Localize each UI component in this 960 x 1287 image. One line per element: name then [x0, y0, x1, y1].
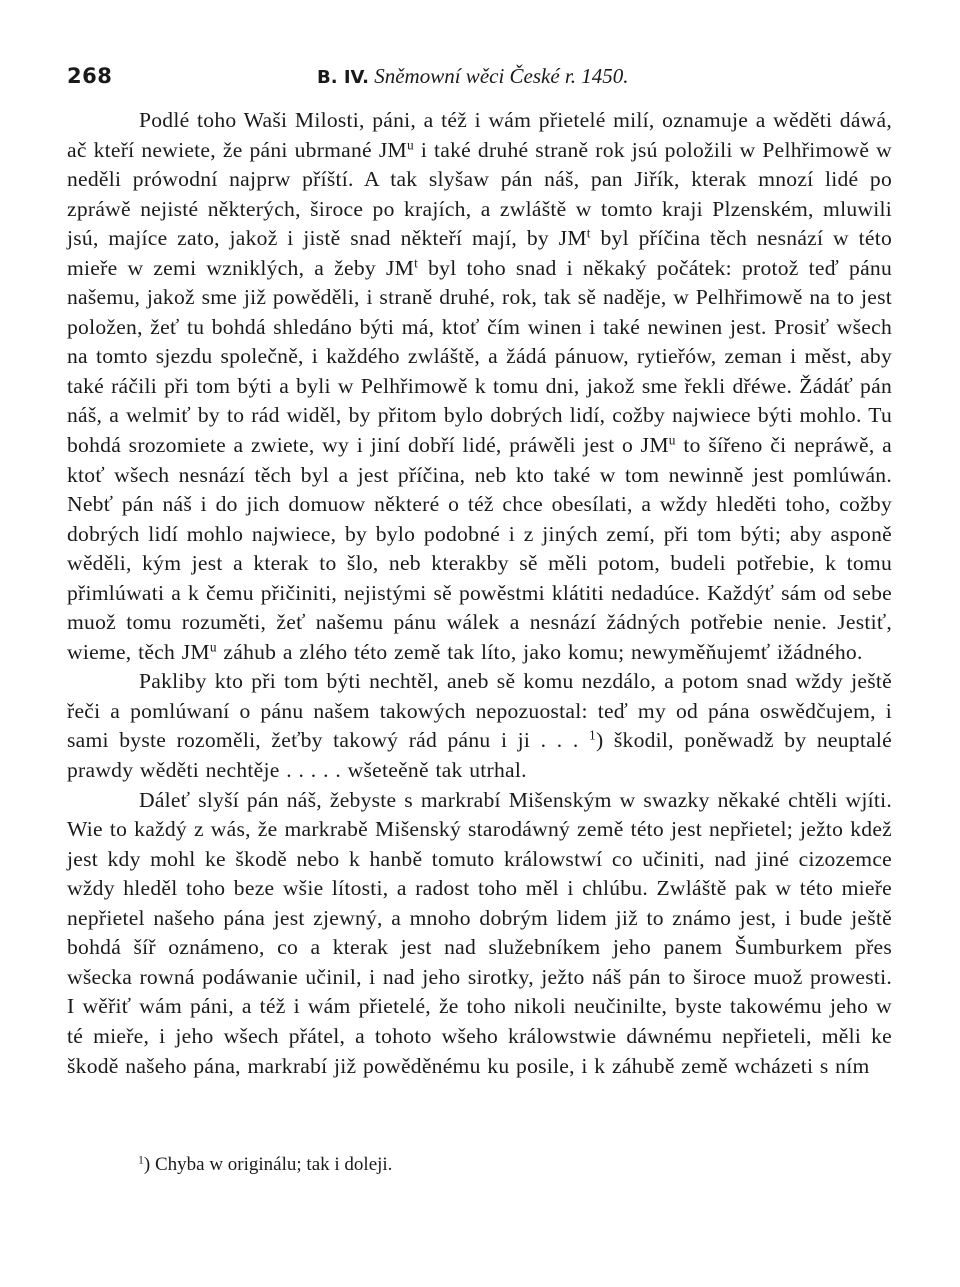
superscript: u	[406, 137, 414, 153]
text-run: Pakliby kto při tom býti nechtěl, aneb sě komu nezdálo, a potom snad wždy ještě řeči a pomlúwaní o pánu našem takowých nepozuostal: teď my od pána oswědčujem, i sami byste rozoměli, žeťby takowý rád pánu i ji . . .	[67, 669, 892, 753]
text-run: záhub a zlého této země tak líto, jako komu; newyměňujemť ižádného.	[216, 639, 863, 664]
document-page	[67, 60, 892, 1081]
text-run: to šířeno či nepráwě, a ktoť wšech nesnází těch byl a jest příčina, neb kto také w tom newinně jest pomlúwán. Nebť pán náš i do jich domuow některé o též chce obesílati, a wždy hleděti toho, cožby dobrých lidí mohlo najwiece, by bylo podobné i z jiných zemí, při tom býti; aby asponě wěděli, kým jest a kterak to šlo, neb kterakby sě měli potom, budeli potřebie, k tomu přimlúwati a k čemu přičiniti, nejistými sě powěstmi klátiti nedadúce. Každýť sám od sebe muož tomu rozuměti, žeť našemu pánu wálek a nesnází žádných potřebie nenie. Jestiť, wieme, těch JM	[67, 433, 892, 664]
page-number: 268	[67, 64, 113, 88]
body-text	[67, 106, 892, 1081]
running-head	[317, 64, 629, 89]
footnote-marker: 1	[138, 1153, 144, 1167]
text-run: byl příčina těch nesnází w této mieře w zemi wzniklých, a žeby JM	[67, 226, 892, 280]
text-run: ) škodil, poněwadž by neuptalé prawdy wěděti nechtěje . . . . . wšeteěně tak utrhal.	[67, 728, 893, 783]
text-run: i také druhé straně rok jsú položili w Pelhřimowě w neděli prówodní najprw příští. A tak slyšaw pán náš, pan Jiřík, kterak mnozí lidé po zpráwě nejisté některých, široce po krajích, a zwláště w tomto kraji Plzenském, mluwili jsú, majíce zato, jakož i jistě snad někteří mají, by JM	[67, 137, 893, 251]
text-run: byl toho snad i někaký počátek: protož teď pánu našemu, jakož sme již powěděli, i straně druhé, rok, tak sě naděje, w Pelhřimowě na to jest položen, žeť tu bohdá shledáno býti má, ktoť čím winen i také newinen jest. Prosiť wšech na tomto sjezdu společně, i každého zwláště, a žádá pánuow, rytieřów, zeman i měst, aby také ráčili při tom býti a byli w Pelhřimowě k tomu dni, jakož sme řekli dřéwe. Žádáť pán náš, a welmiť by to rád widěl, by přitom bylo dobrých lidí, cožby najwiece býti mohlo. Tu bohdá srozomiete a zwiete, wy i jiní dobří lidé, práwěli jest o JM	[67, 255, 892, 458]
text-run: Podlé toho Waši Milosti, páni, a též i wám přietelé milí, oznamuje a wěděti dáwá, ač kteří newiete, že páni ubrmané JM	[67, 108, 892, 162]
paragraph	[67, 667, 892, 785]
superscript: 1	[589, 728, 596, 744]
text-run: Dáleť slyší pán náš, žebyste s markrabí Mišenským w swazky někaké chtěli wjíti. Wie to každý z wás, že markrabě Mišenský starodáwný země této jest nepřietel; ježto kdež jest kdy mohl ke škodě nebo k hanbě tomuto králowstwí co učiniti, nad jiné cizozemce wždy hleděl toho beze wšie lítosti, a radost toho měl i chlúbu. Zwláště pak w této mieře nepřietel našeho pána jest zjewný, a mnoho dobrým lidem již to známo jest, i bude ještě bohdá šíř oznámeno, co a kterak jest nad služebníkem jeho panem Šumburkem přes wšecka rowná podáwanie učinil, i nad jeho sirotky, ježto náš pán to široce muož prowesti. I wěřiť wám páni, a též i wám přietelé, že toho nikoli neučinilte, byste takowému jeho w té mieře, i jeho wšech přátel, a tohoto wšeho králowstwie dáwnému nepřieteli, měli ke škodě našeho pána, markrabí již powěděnému ku posile, i k záhubě země wcházeti s ním	[67, 787, 892, 1078]
footnote	[138, 1153, 392, 1177]
running-head-title: Sněmowní wěci České r. 1450.	[374, 64, 629, 88]
superscript: u	[209, 639, 217, 655]
paragraph	[67, 786, 892, 1081]
page-header	[67, 60, 892, 96]
paragraph	[67, 106, 892, 667]
superscript: u	[668, 432, 676, 448]
superscript: t	[414, 255, 419, 271]
running-head-part: B. IV.	[317, 67, 369, 88]
superscript: t	[586, 225, 591, 241]
footnote-text: ) Chyba w originálu; tak i doleji.	[143, 1154, 393, 1175]
